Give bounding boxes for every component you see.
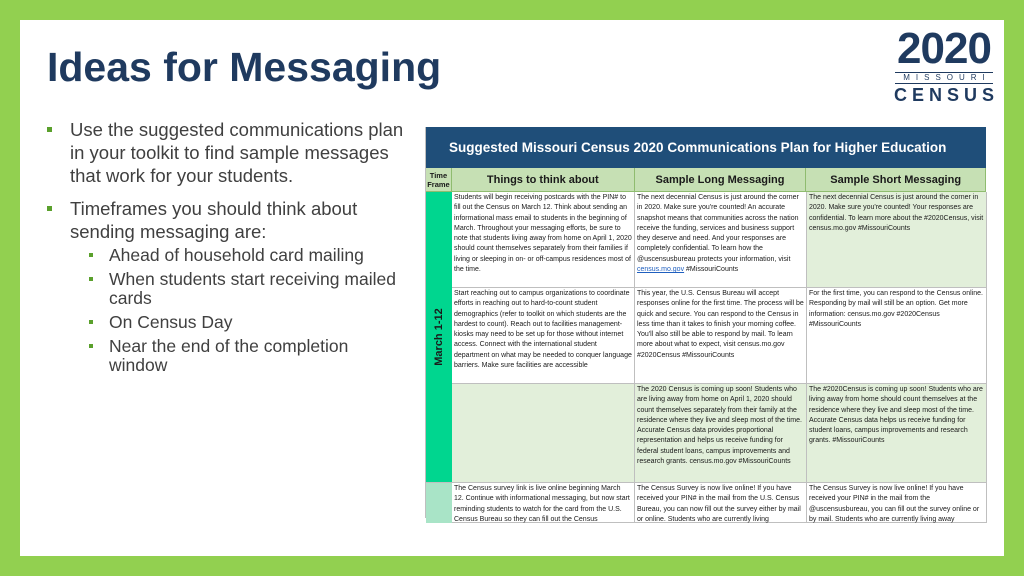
cell-long: The Census Survey is now live online! If you have received your PIN# in the mail from the U.S. Census Bureau, you can now fill out the survey either by mail or online. Students who are currently living	[635, 483, 807, 522]
cell-short: The Census Survey is now live online! If you have received your PIN# in the mail from the @uscensusbureau, you can fill out the survey online or by mail. Students who are currently living away	[807, 483, 987, 522]
logo-word: CENSUS	[894, 85, 1000, 105]
communications-plan-table	[425, 127, 986, 523]
cell-long: The 2020 Census is coming up soon! Students who are living away from home on April 1, 2020 should count themselves separately from their family at the residence where they live and sleep most of the time. Accurate Census data provides proportional representation and helps us receive funding for federal student loans, campus improvements and research grants. census.mo.gov #MissouriCounts	[635, 384, 807, 482]
cell-long: This year, the U.S. Census Bureau will accept responses online for the first time. The process will be quick and secure. You can respond to the Census in less time than it takes to finish your morning coffee. You'll also still be able to respond by mail. To learn more about what to expect, visit census.mo.gov #2020Census #MissouriCounts	[635, 288, 807, 383]
time-frame-column	[426, 192, 452, 523]
table-row	[452, 288, 987, 384]
cell-short: The next decennial Census is just around the corner in 2020. Make sure you're counted! Your responses are confidential. To learn more about the #2020Census, visit census.mo.gov #MissouriCounts	[807, 192, 987, 287]
header-short: Sample Short Messaging	[806, 168, 986, 191]
time-frame-march	[426, 192, 452, 483]
sub-bullet-item: Near the end of the completion window	[44, 337, 410, 375]
table-row	[452, 483, 987, 523]
logo-year: 2020	[897, 24, 991, 73]
plan-title: Suggested Missouri Census 2020 Communications Plan for Higher Education	[426, 127, 986, 168]
slide-title: Ideas for Messaging	[47, 44, 442, 90]
cell-things: The Census survey link is live online beginning March 12. Continue with informational messaging, but now start reminding students to watch for the card from the U.S. Census Bureau so they can fill out the Census	[452, 483, 635, 522]
cell-things	[452, 384, 635, 482]
bullet-list	[44, 118, 410, 380]
time-frame-label: March 1-12	[433, 308, 445, 366]
bullet-item: Use the suggested communications plan in your toolkit to find sample messages that work for your students.	[44, 118, 410, 187]
census-logo	[889, 26, 999, 106]
sub-bullet-item: Ahead of household card mailing	[44, 246, 410, 265]
sub-bullet-item: On Census Day	[44, 313, 410, 332]
plan-rows	[452, 192, 987, 523]
cell-long: The next decennial Census is just around the corner in 2020. Make sure you're counted! An accurate snapshot means that communities across the nation receive the funding, services and business support they deserve and need. And your responses are completely confidential. To learn how the @uscensusbureau protects your information, visit census.mo.gov #MissouriCounts	[635, 192, 807, 287]
slide	[20, 20, 1004, 556]
cell-things: Students will begin receiving postcards with the PIN# to fill out the Census on March 12. Think about sending an informational mass email to students in the beginning of March. Throughout your messaging efforts, be sure to note that students living away from home on April 1, 2020 should count themselves separately from their families if living or sleeping in on- or off-campus residences most of the time.	[452, 192, 635, 287]
logo-state: MISSOURI	[895, 72, 993, 84]
census-link[interactable]: census.mo.gov	[637, 266, 685, 274]
cell-things: Start reaching out to campus organizations to coordinate efforts in reaching out to hard-to-count student demographics (refer to toolkit on which students are the hardest to count). Reach out to facilities management- kiosks may need to be set up for those without internet access. Connect with the international student department on what may be needed to conquer language barriers. Make sure facilities are accessible	[452, 288, 635, 383]
plan-body	[426, 192, 986, 523]
plan-header-row	[426, 168, 986, 192]
cell-short: The #2020Census is coming up soon! Students who are living away from home should count themselves at the residence where they live and sleep most of the time. Accurate Census data helps us receive funding for student loans, campus improvements and research grants. #MissouriCounts	[807, 384, 987, 482]
sub-bullet-item: When students start receiving mailed cards	[44, 270, 410, 308]
header-time-frame: Time Frame	[426, 168, 452, 191]
table-row	[452, 384, 987, 483]
time-frame-next	[426, 483, 452, 523]
cell-short: For the first time, you can respond to the Census online. Responding by mail will still be an option. Get more information: census.mo.gov #2020Census #MissouriCounts	[807, 288, 987, 383]
table-row	[452, 192, 987, 288]
header-things: Things to think about	[452, 168, 635, 191]
bullet-item: Timeframes you should think about sending messaging are:	[44, 197, 410, 243]
header-long: Sample Long Messaging	[635, 168, 807, 191]
